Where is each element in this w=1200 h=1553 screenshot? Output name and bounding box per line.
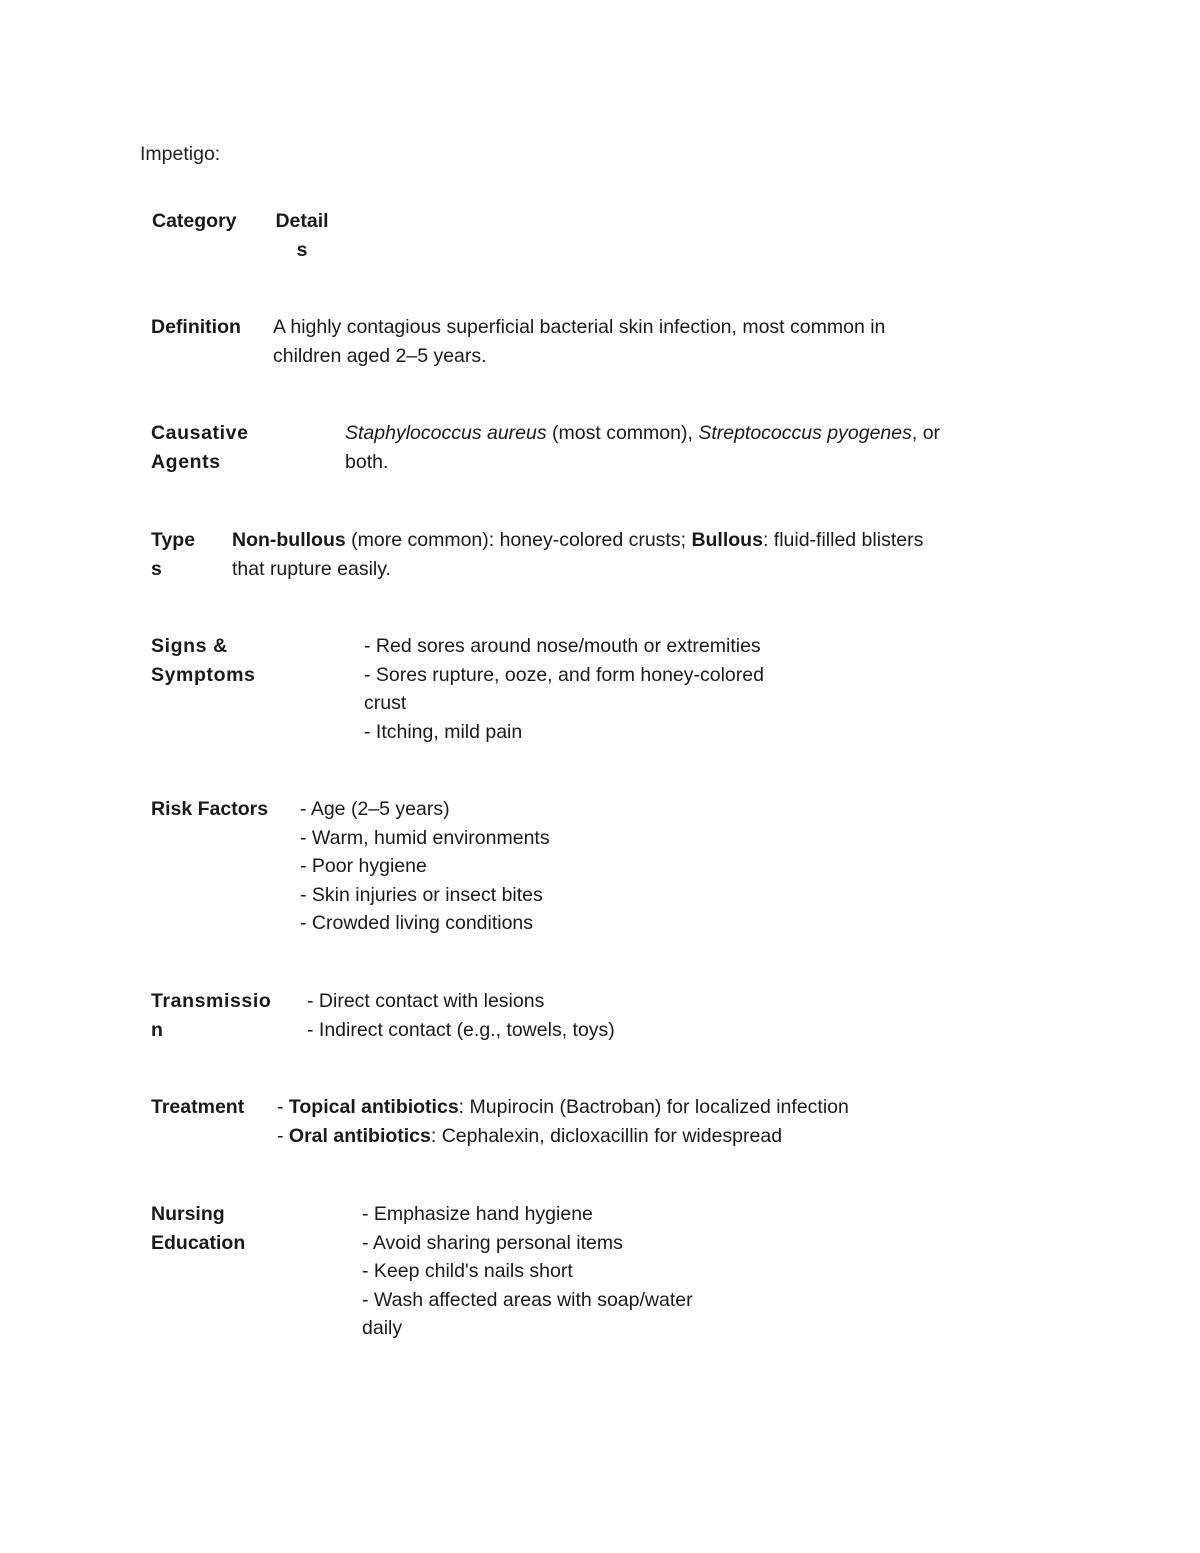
type-bullous: Bullous [691, 529, 763, 551]
treatment-line [277, 1093, 849, 1122]
causative-line: both. [345, 450, 389, 473]
treatment-line [277, 1122, 849, 1151]
category-treatment: Treatment [151, 1096, 245, 1118]
treatment-topical-desc: : Mupirocin (Bactroban) for localized infection [458, 1096, 849, 1118]
page-title: Impetigo: [140, 143, 221, 165]
category-nursing-line1: Nursing [151, 1203, 225, 1225]
details-treatment [277, 1093, 849, 1150]
nursing-line: - Keep child's nails short [362, 1260, 573, 1283]
agent1-note: (most common), [546, 422, 699, 444]
category-types-line2: s [151, 557, 162, 580]
category-nursing-line2: Education [151, 1231, 246, 1254]
agent-staphylococcus: Staphylococcus aureus [345, 422, 547, 444]
category-transmission [151, 987, 271, 1044]
category-signs-symptoms [151, 632, 256, 689]
signs-line: crust [364, 692, 407, 715]
treatment-oral-desc: : Cephalexin, dicloxacillin for widespread [430, 1124, 783, 1147]
transmission-line: - Direct contact with lesions [307, 990, 545, 1012]
risk-line: - Poor hygiene [300, 855, 427, 878]
treatment-dash: - [277, 1096, 289, 1118]
category-causative-line2: Agents [151, 450, 221, 473]
transmission-line: - Indirect contact (e.g., towels, toys) [307, 1018, 615, 1041]
category-types-line1: Type [151, 529, 196, 551]
types-line: that rupture easily. [232, 557, 391, 580]
nonbullous-desc: (more common): honey-colored crusts; [345, 529, 692, 551]
nursing-line: - Wash affected areas with soap/water [362, 1288, 693, 1311]
risk-line: - Age (2–5 years) [300, 798, 450, 820]
type-nonbullous: Non-bullous [232, 529, 346, 551]
category-signs-line2: Symptoms [151, 663, 256, 686]
nursing-line: - Emphasize hand hygiene [362, 1203, 593, 1225]
nursing-line: daily [362, 1317, 403, 1340]
category-definition: Definition [151, 316, 241, 338]
treatment-oral: Oral antibiotics [288, 1124, 431, 1147]
causative-line [345, 419, 940, 448]
details-causative-agents [345, 419, 940, 476]
category-nursing-education [151, 1200, 245, 1257]
risk-line: - Warm, humid environments [300, 826, 550, 849]
definition-line: A highly contagious superficial bacterial skin infection, most common in [273, 316, 886, 338]
details-transmission [307, 987, 615, 1044]
category-causative-agents [151, 419, 249, 476]
category-risk-factors: Risk Factors [151, 798, 269, 820]
category-causative-line1: Causative [151, 422, 249, 444]
category-transmission-line2: n [151, 1018, 164, 1041]
details-nursing-education [362, 1200, 693, 1343]
details-header-line1: Detail [275, 210, 329, 232]
category-types [151, 526, 195, 583]
agent-streptococcus: Streptococcus pyogenes [698, 422, 912, 444]
agent2-note: , or [911, 422, 941, 444]
category-transmission-line1: Transmissio [151, 990, 272, 1012]
details-risk-factors [300, 795, 550, 938]
details-signs-symptoms [364, 632, 764, 746]
nursing-line: - Avoid sharing personal items [362, 1231, 623, 1254]
details-header [272, 207, 332, 264]
category-signs-line1: Signs & [151, 635, 228, 657]
details-types [232, 526, 923, 583]
definition-line: children aged 2–5 years. [273, 344, 487, 367]
category-header: Category [152, 210, 237, 232]
treatment-dash: - [277, 1124, 289, 1147]
details-definition [273, 313, 885, 370]
signs-line: - Red sores around nose/mouth or extremities [364, 635, 761, 657]
signs-line: - Itching, mild pain [364, 720, 523, 743]
signs-line: - Sores rupture, ooze, and form honey-colored [364, 663, 764, 686]
treatment-topical: Topical antibiotics [288, 1096, 459, 1118]
risk-line: - Skin injuries or insect bites [300, 883, 543, 906]
types-line [232, 526, 923, 555]
details-header-line2: s [296, 238, 308, 261]
bullous-desc: : fluid-filled blisters [762, 529, 924, 551]
risk-line: - Crowded living conditions [300, 912, 534, 935]
